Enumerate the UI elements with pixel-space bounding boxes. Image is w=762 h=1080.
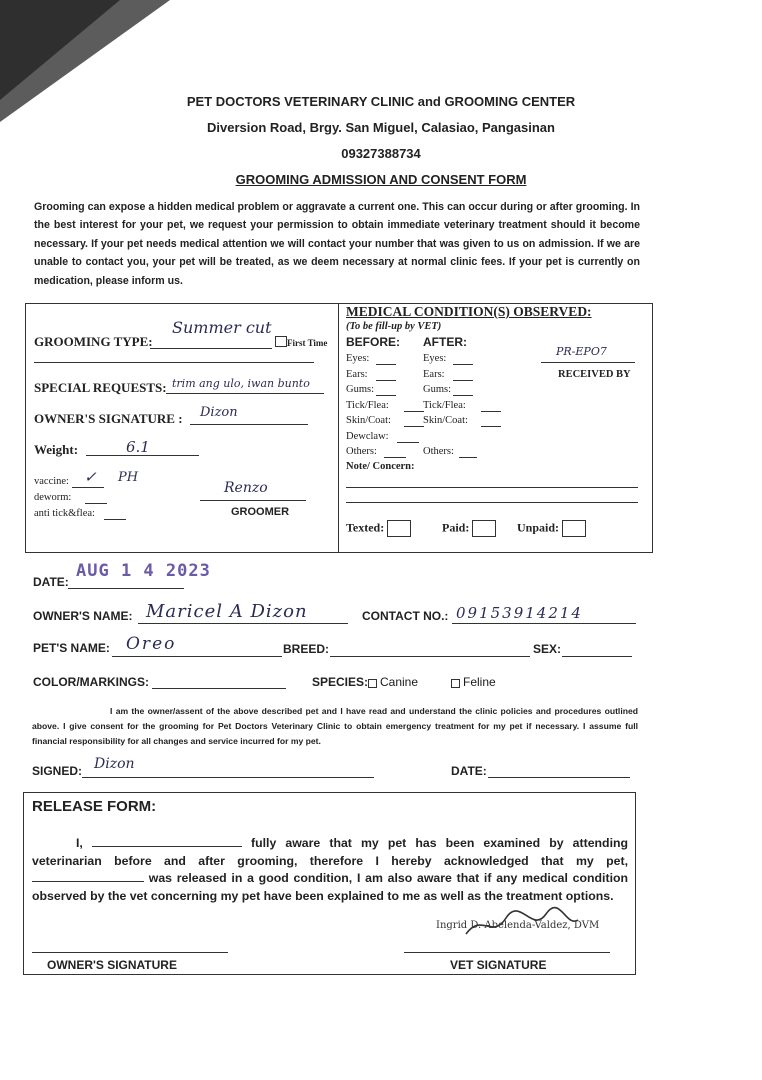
paid-checkbox[interactable] [472,520,496,537]
release-text-1: fully aware that my pet has been examined by attending veterinarian before and after grooming, therefore I hereby acknowledged that my pet, [32,836,629,868]
feline-label: Feline [463,675,496,689]
owner-signature-value[interactable]: Dizon [200,405,238,420]
owner-name-label: OWNER'S NAME: [33,609,133,623]
grooming-type-line-2 [34,362,314,363]
medical-after-row-label: Ears: [423,368,445,380]
medical-before-row-line[interactable] [404,426,424,427]
owner-signature-line [190,424,308,425]
medical-after-row-label: Gums: [423,384,452,395]
date-label: DATE: [33,575,69,589]
vaccine-note[interactable]: PH [118,470,139,485]
medical-before-row-label: Ears: [346,368,368,380]
deworm-label: deworm: [34,492,72,503]
medical-before-row-line[interactable] [376,395,396,396]
medical-before-row-label: Gums: [346,384,375,395]
dewclaw-label: Dewclaw: [346,431,389,442]
weight-label: Weight: [34,442,79,457]
after-label: AFTER: [423,335,467,349]
contact-value[interactable]: 09153914214 [456,604,583,622]
others-before-line [384,457,406,458]
grooming-type-label: GROOMING TYPE: [34,334,153,349]
clinic-name: PET DOCTORS VETERINARY CLINIC and GROOMING CENTER [186,94,576,109]
vet-signature-stamp: Ingrid D. Abelenda-Valdez, DVM [436,920,600,931]
sex-label: SEX: [533,642,562,656]
medical-before-row-label: Tick/Flea: [346,399,389,411]
species-label: SPECIES: [312,675,369,689]
breed-line[interactable] [330,656,530,657]
special-requests-value[interactable]: trim ang ulo, iwan bunto [172,377,310,390]
breed-label: BREED: [283,642,330,656]
medical-after-row-label: Tick/Flea: [423,399,466,411]
feline-checkbox[interactable] [451,679,460,688]
groomer-value[interactable]: Renzo [224,480,268,496]
owner-signature-label: OWNER'S SIGNATURE : [34,411,183,426]
medical-title: MEDICAL CONDITION(S) OBSERVED: [346,304,592,319]
note-line-2[interactable] [346,502,638,503]
note-concern-label: Note/ Concern: [346,461,415,472]
unpaid-label: Unpaid: [517,520,560,535]
contact-line [452,623,636,624]
others-before-label: Others: [346,446,377,457]
texted-checkbox[interactable] [387,520,411,537]
received-by-value[interactable]: PR-EPO7 [556,345,607,358]
paid-label: Paid: [442,520,470,535]
vaccine-check[interactable]: ✓ [84,468,97,486]
others-after-label: Others: [423,446,454,457]
before-label: BEFORE: [346,335,400,349]
groomer-label: GROOMER [231,506,290,518]
clinic-address: Diversion Road, Brgy. San Miguel, Calasiao, Pangasinan [207,120,555,135]
vaccine-label: vaccine: [34,476,69,487]
special-requests-label: SPECIAL REQUESTS: [34,380,167,395]
unpaid-field[interactable] [517,520,586,537]
received-by-line [541,362,635,363]
medical-after-row-label: Skin/Coat: [423,415,468,426]
deworm-line [85,503,107,504]
signed-line [82,777,374,778]
owner-signature-release-label: OWNER'S SIGNATURE [47,958,177,972]
medical-before-row-line[interactable] [404,411,424,412]
signed-date-label: DATE: [451,764,487,778]
groomer-line [200,500,306,501]
pet-name-label: PET'S NAME: [33,641,110,655]
pet-name-line [112,656,282,657]
grooming-type-value[interactable]: Summer cut [172,318,272,337]
consent-paragraph: I am the owner/assent of the above described pet and I have read and understand the clinic policies and procedures outlined above. I give consent for the grooming for Pet Doctors Veterinary Clinic to obtain emergency treatment for my pet if necessary. I assume full financial responsibility for all changes and service incurred for my pet. [32,706,638,746]
form-title: GROOMING ADMISSION AND CONSENT FORM [235,172,527,187]
canine-label: Canine [380,675,419,689]
owner-name-line [138,623,348,624]
paid-field[interactable] [442,520,496,537]
sex-line[interactable] [562,656,632,657]
first-time-label: First Time [287,338,328,348]
weight-value[interactable]: 6.1 [126,438,150,456]
owner-name-value[interactable]: Maricel A Dizon [146,601,308,622]
canine-checkbox[interactable] [368,679,377,688]
release-title: RELEASE FORM: [32,798,157,815]
date-stamp: AUG 1 4 2023 [76,561,211,581]
medical-before-row-label: Skin/Coat: [346,415,391,426]
vet-signature-line[interactable] [404,952,610,953]
texted-label: Texted: [346,520,385,535]
contact-label: CONTACT NO.: [362,609,449,623]
received-by-label: RECEIVED BY [558,369,631,380]
antitick-label: anti tick&flea: [34,508,95,519]
first-time-checkbox[interactable] [275,336,287,347]
medical-before-row-line[interactable] [376,364,396,365]
color-markings-label: COLOR/MARKINGS: [33,675,149,689]
release-paragraph [32,835,628,905]
release-i: I, [76,836,83,850]
vet-signature-scribble-icon [462,904,582,944]
vet-signature-label: VET SIGNATURE [450,958,547,972]
dewclaw-line [397,442,419,443]
signed-label: SIGNED: [32,764,83,778]
unpaid-checkbox[interactable] [562,520,586,537]
signed-date-line[interactable] [488,777,630,778]
clinic-phone: 09327388734 [341,146,421,161]
special-requests-line [166,393,324,394]
owner-signature-release-line[interactable] [32,952,228,953]
medical-after-row-line[interactable] [453,395,473,396]
medical-after-row-line[interactable] [481,411,501,412]
intro-paragraph: Grooming can expose a hidden medical problem or aggravate a current one. This can occur during or after grooming. In the best interest for your pet, we request your permission to obtain immediate veterinary treatment should it become necessary. If your pet needs medical attention we will contact your number that was given to us on admission. If we are unable to contact you, your pet will be treated, as we deem necessary at normal clinic fees. If your pet is currently on medication, please inform us. [34,201,640,287]
signed-value[interactable]: Dizon [94,756,135,772]
medical-after-row-line[interactable] [481,426,501,427]
medical-after-row-line[interactable] [453,364,473,365]
others-after-line [459,457,477,458]
scan-corner-shadow [0,0,120,100]
date-line [68,588,184,589]
release-name-blank[interactable] [92,846,242,847]
medical-subtitle: (To be fill-up by VET) [346,321,442,332]
note-line-1[interactable] [346,487,638,488]
pet-name-value[interactable]: Oreo [126,634,177,654]
antitick-line [104,519,126,520]
release-pet-blank[interactable] [32,881,144,882]
medical-before-row-label: Eyes: [346,353,370,364]
medical-after-row-label: Eyes: [423,353,447,364]
texted-field[interactable] [346,520,411,537]
medical-after-row-line[interactable] [453,380,473,381]
color-markings-line[interactable] [152,688,286,689]
release-text-2: was released in a good condition, I am also aware that if any medical condition observed by the vet concerning my pet have been explained to me as well as the treatment options. [32,871,629,903]
vaccine-line [72,487,104,488]
medical-before-row-line[interactable] [376,380,396,381]
grooming-type-line [150,348,272,349]
box-divider [338,303,339,552]
